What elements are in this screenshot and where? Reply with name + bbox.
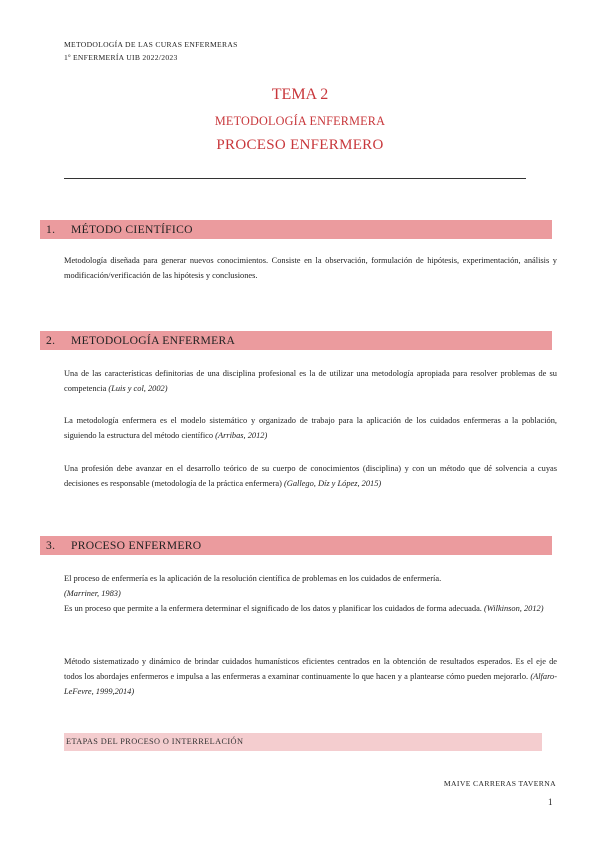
paragraph-text: Método sistematizado y dinámico de brindar cuidados humanísticos eficientes centrados en la obtención de resultados esperados. Es el eje de todos los abordajes enfermeros e impulsa a las enfermeras a examinar continuamente lo que hacen y a plantearse cómo pueden mejorarlo. <box>64 657 557 681</box>
tema-main-title: PROCESO ENFERMERO <box>216 137 384 153</box>
section-number: 1. <box>46 223 56 236</box>
section-title: PROCESO ENFERMERO <box>71 539 202 552</box>
paragraph <box>64 571 557 616</box>
paragraph <box>64 413 557 443</box>
section-heading-proceso-enfermero <box>40 536 552 555</box>
section-number: 2. <box>46 334 56 347</box>
tema-title: TEMA 2 <box>271 86 329 103</box>
section-heading-metodologia-enfermera <box>40 331 552 350</box>
citation: (Luis y col, 2002) <box>108 384 168 393</box>
paragraph <box>64 461 557 491</box>
section-number: 3. <box>46 539 56 552</box>
header-course: METODOLOGÍA DE LAS CURAS ENFERMERAS <box>64 40 238 49</box>
tema-subtitle: METODOLOGÍA ENFERMERA <box>214 114 386 128</box>
citation: (Marriner, 1983) <box>64 589 121 598</box>
paragraph-text: La metodología enfermera es el modelo sistemático y organizado de trabajo para la aplicación de los cuidados enfermeras a la población, siguiendo la estructura del método científico <box>64 416 557 440</box>
paragraph-text: Una de las características definitorias de una disciplina profesional es la de utilizar una metodología apropiada para resolver problemas de su competencia <box>64 369 557 393</box>
paragraph <box>64 253 557 283</box>
section-title: MÉTODO CIENTÍFICO <box>71 223 193 236</box>
citation: (Alfaro-LeFevre, 1999,2014) <box>64 672 557 696</box>
header-program: 1º ENFERMERÍA UIB 2022/2023 <box>64 53 178 62</box>
citation: (Wilkinson, 2012) <box>483 604 544 613</box>
footer-author: MAIVE CARRERAS TAVERNA <box>443 779 556 788</box>
paragraph <box>64 366 557 396</box>
paragraph-text: Es un proceso que permite a la enfermera determinar el significado de los datos y planificar los cuidados de forma adecuada. <box>64 604 482 613</box>
paragraph-text: Metodología diseñada para generar nuevos conocimientos. Consiste en la observación, formulación de hipótesis, experimentación, análisis y modificación/verificación de las hipótesis y conclusiones. <box>64 256 557 280</box>
subsection-heading: ETAPAS DEL PROCESO O INTERRELACIÓN <box>64 733 542 751</box>
citation: (Arribas, 2012) <box>215 431 268 440</box>
citation: (Gallego, Díz y López, 2015) <box>283 479 382 488</box>
paragraph-text: El proceso de enfermería es la aplicación de la resolución científica de problemas en los cuidados de enfermería. <box>64 574 442 583</box>
running-header <box>64 38 238 64</box>
section-heading-metodo-cientifico <box>40 220 552 239</box>
paragraph <box>64 654 557 699</box>
paragraph-text: Una profesión debe avanzar en el desarrollo teórico de su cuerpo de conocimientos (disciplina) y con un método que dé solvencia a cuyas decisiones es responsable (metodología de la práctica enfermera) <box>64 464 557 488</box>
title-divider <box>64 178 526 179</box>
page-number: 1 <box>548 797 553 807</box>
section-title: METODOLOGÍA ENFERMERA <box>71 334 236 347</box>
